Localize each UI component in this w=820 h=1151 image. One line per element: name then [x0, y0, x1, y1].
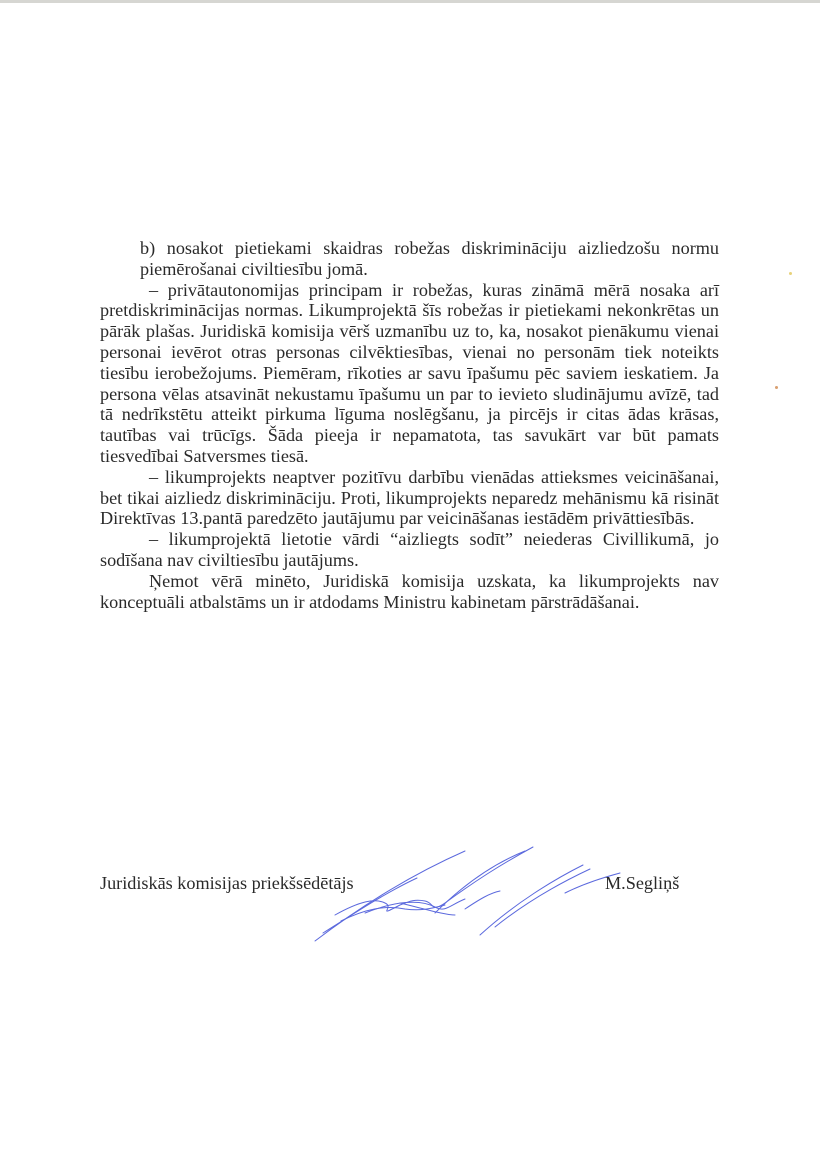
- scan-speck: [775, 386, 778, 389]
- handwritten-signature: [305, 843, 625, 953]
- scan-speck: [789, 272, 792, 275]
- paragraph-prohibited-punish: – likumprojektā lietotie vārdi “aizliegts sodīt” neiederas Civillikumā, jo sodīšana nav civiltiesību jautājums.: [100, 529, 719, 570]
- paragraph-item-b: b) nosakot pietiekami skaidras robežas diskrimināciju aizliedzošu normu piemērošanai civiltiesību jomā.: [140, 238, 719, 279]
- signatory-name: M.Segliņš: [605, 873, 680, 893]
- signature-block: [100, 873, 720, 953]
- signatory-title: Juridiskās komisijas priekšsēdētājs: [100, 873, 354, 893]
- scan-edge: [0, 0, 820, 3]
- document-body: [100, 238, 719, 612]
- paragraph-conclusion: Ņemot vērā minēto, Juridiskā komisija uzskata, ka likumprojekts nav konceptuāli atbalstāms un ir atdodams Ministru kabinetam pārstrādāšanai.: [100, 570, 719, 612]
- paragraph-positive-action: – likumprojekts neaptver pozitīvu darbību vienādas attieksmes veicināšanai, bet tikai aizliedz diskrimināciju. Proti, likumprojekts neparedz mehānismu kā risināt Direktīvas 13.pantā paredzēto jautājumu par veicināšanas iestādēm privāttiesībās.: [100, 466, 719, 529]
- paragraph-private-autonomy: – privātautonomijas principam ir robežas, kuras zināmā mērā nosaka arī pretdiskriminācijas normas. Likumprojektā šīs robežas ir pietiekami nekonkrētas un pārāk plašas. Juridiskā komisija vērš uzmanību uz to, ka, nosakot pienākumu vienai personai ievērot otras personas cilvēktiesības, vienai no personām tiek noteikts tiesību ierobežojums. Piemēram, rīkoties ar savu īpašumu pēc saviem ieskatiem. Ja persona vēlas atsavināt nekustamu īpašumu un par to ievieto sludinājumu avīzē, tad tā nedrīkstētu atteikt pirkuma līguma noslēgšanu, ja pircējs ir citas ādas krāsas, tautības vai trūcīgs. Šāda pieeja ir nepamatota, tas savukārt var būt pamats tiesvedībai Satversmes tiesā.: [100, 279, 719, 466]
